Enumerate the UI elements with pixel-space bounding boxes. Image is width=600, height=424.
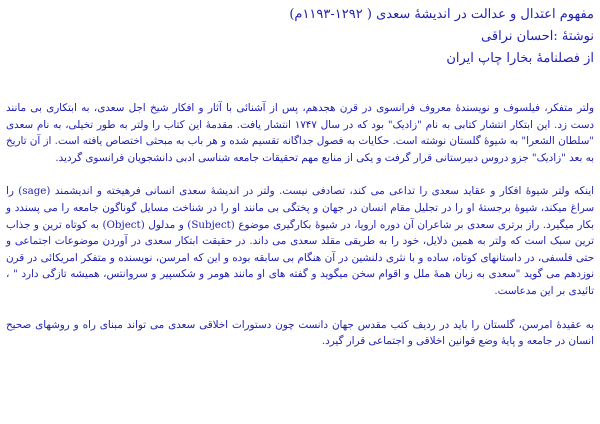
paragraph-spacer xyxy=(6,166,594,183)
body-paragraph-3: به عقیدهٔ امرسن، گلستان را باید در ردیف کتب مقدس جهان دانست چون دستورات اخلاقی سعدی می تواند مبنای راه و روشهای صحیح انسان در جامعه و پایهٔ وضع قوانین اخلاقی و اجتماعی قرار گیرد. xyxy=(6,318,594,348)
source-line: از فصلنامهٔ بخارا چاپ ایران xyxy=(446,51,594,66)
article-title: مفهوم اعتدال و عدالت در اندیشهٔ سعدی ( ۱۲۹۲-۱۱۹۳م) xyxy=(289,7,594,22)
header-spacer xyxy=(6,70,594,100)
body-paragraph-2: اینکه ولتر شیوهٔ افکار و عقاید سعدی را تداعی می کند، تصادفی نیست. ولتر در اندیشهٔ سعدی انسانی فرهیخته و اندیشمند (sage) را سراغ میکند، شیوهٔ برجستهٔ او را در تجلیل مقام انسان در جهان و پختگی بی مانند او را در شناخت مسایل گوناگون جامعه را می پسندد و بکار میگیرد. راز برتری سعدی بر شاعران آن دوره اروپا، در شیوهٔ بکارگیری موضوع (Subject) و مدلول (Object) به کوتاه ترین و جذاب ترین سبک است که ولتر به همین دلایل، خود را به طریقی مقلد سعدی می داند. در حقیقت ابتکار سعدی در آوردن موضوعات اجتماعی و حتی فلسفی، در داستانهای کوتاه، ساده و با نثری دلنشین در آن هنگام بی سابقه بوده و این که امرسن، نویسنده و متفکر امریکائی در قرن نوزدهم می گوید "سعدی به زبان همهٔ ملل و اقوام سخن میگوید و گفته های او مانند هومر و شکسپیر و سروانتس، همیشه تازگی دارد " ، تائیدی بر این مدعاست. xyxy=(6,185,595,297)
author-line: نوشتهٔ :احسان نراقی xyxy=(481,29,594,44)
document-page xyxy=(6,4,594,420)
body-paragraph-1: ولتر متفکر، فیلسوف و نویسندهٔ معروف فرانسوی در قرن هجدهم، پس از آشنائی با آثار و افکار شیخ اجل سعدی، به ابتکاری بی مانند دست زد. این ابتکار انتشار کتابی به نام "زادیک" بود که در سال ۱۷۴۷ انتشار یافت. مقدمهٔ این کتاب را ولتر به طور تخیلی، به نام سعدی "سلطان الشعرا" به شیوهٔ گلستان نوشته است. حکایات به فصول جداگانه تقسیم شده و هر باب به مبحثی اختصاص یافته است. از آن تاریخ به بعد "زادیک" جزو دروس دبیرستانی قرار گرفت و یکی از منابع مهم تحقیقات جامعه شناسی ادبی دانشجویان فرانسوی گردید. xyxy=(6,102,594,164)
paragraph-spacer xyxy=(6,300,594,317)
